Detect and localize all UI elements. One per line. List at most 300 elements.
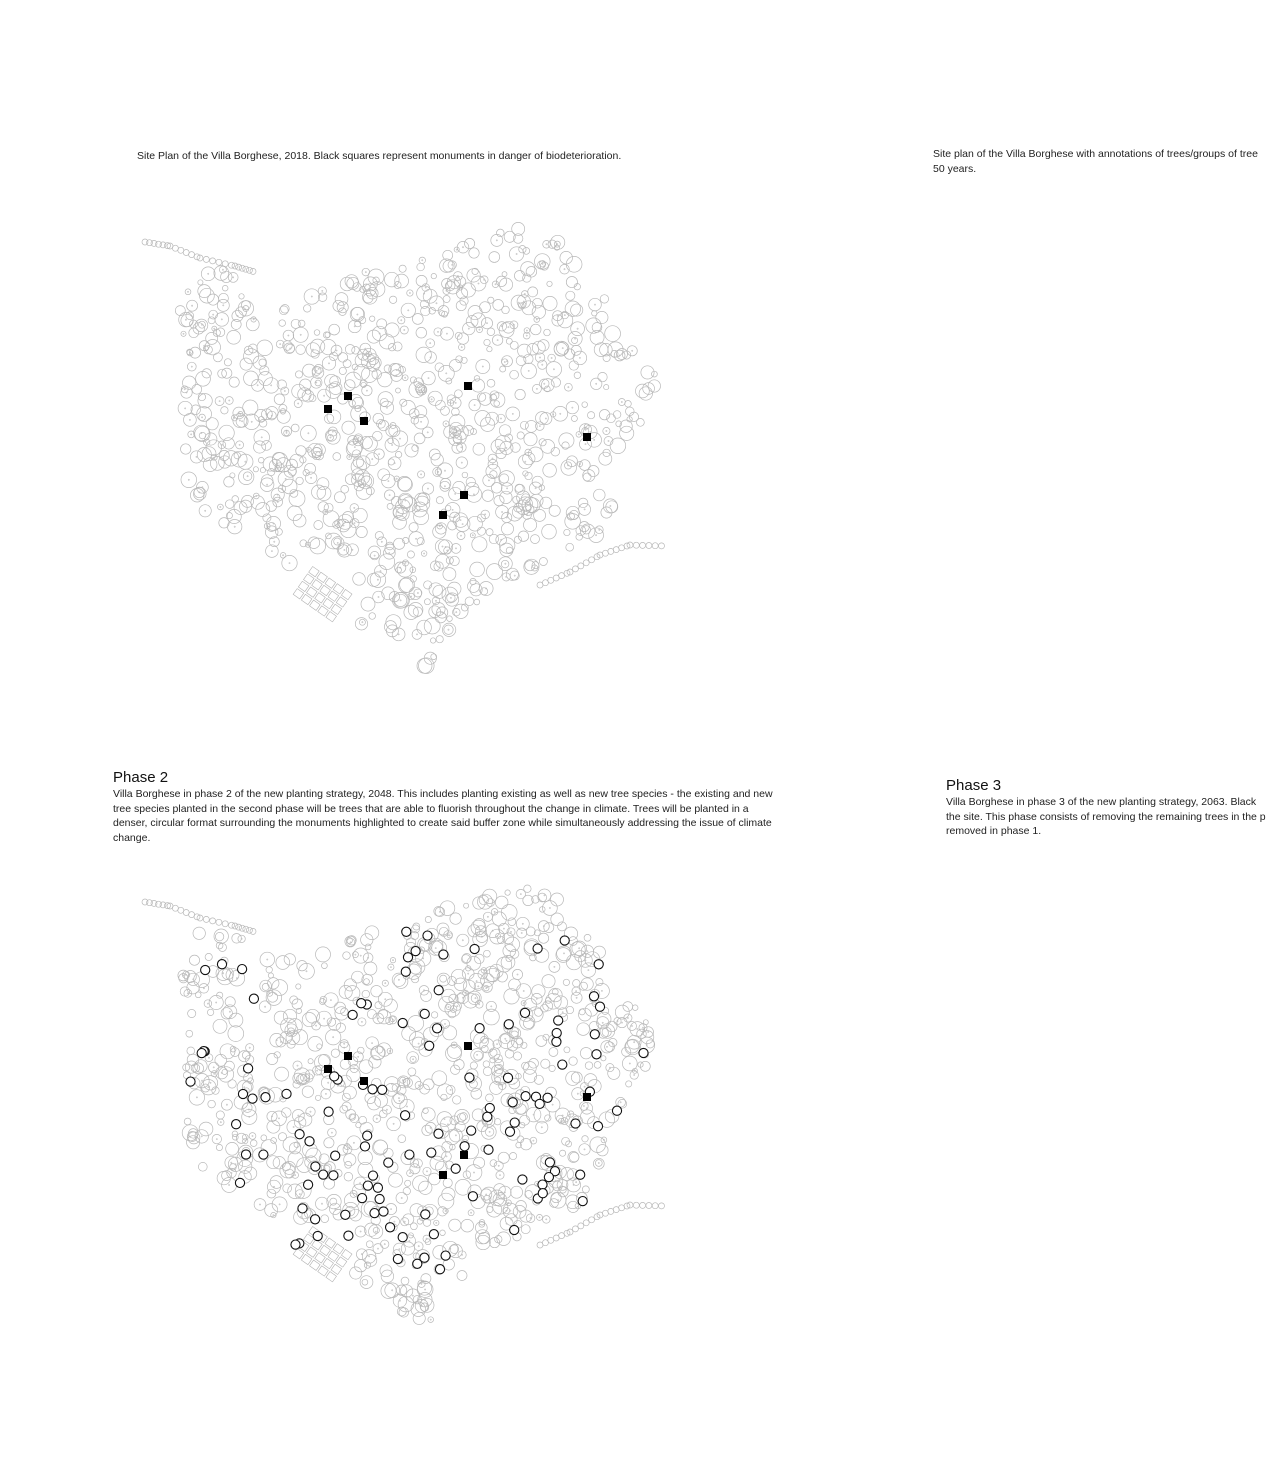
tree xyxy=(444,625,453,634)
tree xyxy=(585,1062,593,1070)
annotated-tree-marker xyxy=(341,1210,350,1219)
tree-center xyxy=(577,1093,578,1094)
tree xyxy=(419,257,425,263)
tree xyxy=(502,356,513,367)
tree-center xyxy=(501,1076,502,1077)
annotated-tree-marker xyxy=(434,986,443,995)
tree xyxy=(296,984,301,989)
tree xyxy=(478,1232,489,1243)
tree xyxy=(473,443,485,455)
tree xyxy=(498,1152,509,1163)
annotated-tree-marker xyxy=(411,947,420,956)
tree xyxy=(541,1004,549,1012)
tree xyxy=(239,294,244,299)
tree-center xyxy=(497,1044,498,1045)
tree xyxy=(509,1153,516,1160)
tree-center xyxy=(222,269,223,270)
tree xyxy=(442,587,458,603)
tree-center xyxy=(637,1028,638,1029)
tree-center xyxy=(523,990,524,991)
tree-center xyxy=(184,389,185,390)
tree xyxy=(414,589,422,597)
tree xyxy=(518,455,532,469)
tree xyxy=(187,1047,195,1055)
tree xyxy=(437,1084,452,1099)
tree xyxy=(310,538,326,554)
tree xyxy=(564,529,570,535)
tree-center xyxy=(377,1248,378,1249)
tree xyxy=(445,503,460,518)
tree xyxy=(340,1105,348,1113)
tree xyxy=(490,1160,497,1167)
tree xyxy=(524,518,537,531)
tree xyxy=(572,941,587,956)
tree xyxy=(471,1088,482,1099)
annotated-tree-marker xyxy=(439,950,448,959)
tree-center xyxy=(242,421,243,422)
tree xyxy=(397,562,413,578)
annotated-tree-marker xyxy=(508,1098,517,1107)
tree xyxy=(441,406,450,415)
tree-center xyxy=(409,292,410,293)
annotated-tree-marker xyxy=(324,1107,333,1116)
tree xyxy=(246,927,252,933)
tree xyxy=(572,566,578,572)
monument-marker xyxy=(344,392,352,400)
tree-center xyxy=(216,1139,217,1140)
tree-center xyxy=(355,954,356,955)
tree xyxy=(576,432,582,438)
tree xyxy=(304,289,319,304)
tree xyxy=(373,1115,381,1123)
tree-center xyxy=(332,431,333,432)
annotated-tree-marker xyxy=(313,1231,322,1240)
tree xyxy=(601,1056,606,1061)
garden-plot xyxy=(312,1240,323,1250)
tree xyxy=(322,963,328,969)
tree xyxy=(496,506,509,519)
garden-plot xyxy=(323,1258,334,1268)
tree xyxy=(424,599,430,605)
tree xyxy=(454,247,459,252)
tree xyxy=(185,289,191,295)
tree xyxy=(596,979,603,986)
tree-center xyxy=(442,546,443,547)
tree-center xyxy=(562,1012,563,1013)
tree xyxy=(297,1158,312,1173)
annotated-tree-marker xyxy=(186,1077,195,1086)
tree-center xyxy=(488,480,489,481)
tree xyxy=(526,927,535,936)
tree xyxy=(640,1061,650,1071)
tree xyxy=(339,367,346,374)
tree xyxy=(181,444,191,454)
tree xyxy=(228,520,242,534)
tree xyxy=(203,1076,217,1090)
annotated-tree-marker xyxy=(401,1111,410,1120)
tree xyxy=(407,290,413,296)
tree xyxy=(352,971,364,983)
tree xyxy=(266,967,272,973)
tree-center xyxy=(505,1038,506,1039)
tree-center xyxy=(288,335,289,336)
tree xyxy=(442,989,456,1003)
tree xyxy=(468,580,480,592)
tree-center xyxy=(216,1002,217,1003)
tree xyxy=(395,451,401,457)
monument-marker xyxy=(324,405,332,413)
annotated-tree-marker xyxy=(232,1120,241,1129)
tree xyxy=(566,256,582,272)
tree-center xyxy=(352,549,353,550)
tree xyxy=(549,1065,555,1071)
tree-center xyxy=(333,1037,334,1038)
tree xyxy=(659,543,665,549)
tree-center xyxy=(518,507,519,508)
tree xyxy=(344,979,356,991)
tree xyxy=(181,472,197,488)
tree-center xyxy=(419,1085,420,1086)
tree xyxy=(371,986,382,997)
tree-center xyxy=(568,387,569,388)
tree-center xyxy=(207,1003,208,1004)
annotated-tree-marker xyxy=(592,1050,601,1059)
tree xyxy=(282,1163,290,1171)
tree-center xyxy=(261,437,262,438)
tree-center xyxy=(307,544,308,545)
tree-center xyxy=(245,461,246,462)
tree-center xyxy=(404,329,405,330)
tree-center xyxy=(456,612,457,613)
tree-center xyxy=(362,622,363,623)
tree xyxy=(190,347,201,358)
tree-center xyxy=(350,942,351,943)
monument-marker xyxy=(344,1052,352,1060)
tree-center xyxy=(518,302,519,303)
tree xyxy=(329,352,337,360)
tree xyxy=(189,1090,204,1105)
tree-center xyxy=(460,520,461,521)
monument-marker xyxy=(360,1077,368,1085)
tree xyxy=(393,1243,405,1255)
tree-center xyxy=(259,1204,260,1205)
tree xyxy=(538,893,547,902)
tree-center xyxy=(208,1057,209,1058)
garden-plot xyxy=(301,594,312,604)
tree xyxy=(236,924,242,930)
tree xyxy=(205,953,212,960)
tree xyxy=(603,427,610,434)
tree xyxy=(433,585,446,598)
tree-center xyxy=(494,911,495,912)
tree xyxy=(529,482,541,494)
tree xyxy=(196,371,211,386)
tree-center xyxy=(188,479,189,480)
tree-center xyxy=(544,895,545,896)
tree-center xyxy=(528,370,529,371)
tree xyxy=(267,1053,278,1064)
tree-center xyxy=(208,273,209,274)
tree xyxy=(186,312,194,320)
tree xyxy=(197,448,211,462)
annotated-tree-marker xyxy=(578,1197,587,1206)
tree xyxy=(524,885,531,892)
tree xyxy=(216,1144,222,1150)
tree xyxy=(569,1057,577,1065)
tree xyxy=(366,1241,373,1248)
monument-marker xyxy=(460,1151,468,1159)
tree xyxy=(208,1100,216,1108)
monument-marker xyxy=(324,1065,332,1073)
tree xyxy=(548,354,556,362)
tree xyxy=(193,927,205,939)
tree xyxy=(401,1242,414,1255)
tree xyxy=(289,491,305,507)
tree xyxy=(521,291,528,298)
garden-plot xyxy=(336,597,347,607)
tree xyxy=(400,326,408,334)
tree-center xyxy=(449,935,450,936)
tree-center xyxy=(634,1074,635,1075)
tree xyxy=(564,1047,570,1053)
tree xyxy=(441,1094,447,1100)
tree-center xyxy=(564,315,565,316)
tree xyxy=(375,532,383,540)
tree xyxy=(293,1061,302,1070)
tree xyxy=(457,1113,466,1122)
tree xyxy=(550,1193,566,1209)
tree xyxy=(475,411,491,427)
tree-center xyxy=(219,401,220,402)
tree-center xyxy=(358,437,359,438)
tree xyxy=(259,1001,271,1013)
tree xyxy=(532,985,545,998)
tree xyxy=(470,562,485,577)
tree-center xyxy=(196,456,197,457)
annotated-tree-marker xyxy=(558,1060,567,1069)
annotated-tree-marker xyxy=(538,1180,547,1189)
tree xyxy=(267,1180,280,1193)
tree xyxy=(363,436,378,451)
tree xyxy=(595,526,603,534)
tree-center xyxy=(544,383,545,384)
tree xyxy=(578,563,584,569)
tree-center xyxy=(526,335,527,336)
garden-plot xyxy=(318,1266,329,1276)
tree xyxy=(181,331,186,336)
tree xyxy=(544,329,551,336)
tree xyxy=(523,452,535,464)
annotated-tree-marker xyxy=(505,1127,514,1136)
tree xyxy=(257,340,273,356)
tree xyxy=(646,1203,652,1209)
tree xyxy=(381,1240,389,1248)
tree xyxy=(423,1108,429,1114)
tree xyxy=(212,1134,221,1143)
tree-center xyxy=(505,563,506,564)
tree xyxy=(499,923,510,934)
tree xyxy=(517,432,524,439)
tree xyxy=(297,961,307,971)
tree xyxy=(566,401,578,413)
tree-center xyxy=(506,576,507,577)
tree-center xyxy=(354,507,355,508)
tree xyxy=(239,1051,250,1062)
tree xyxy=(330,1198,337,1205)
tree-center xyxy=(311,477,312,478)
tree-center xyxy=(535,488,536,489)
tree-center xyxy=(253,319,254,320)
tree xyxy=(175,306,185,316)
tree-center xyxy=(202,417,203,418)
tree xyxy=(399,495,413,509)
tree xyxy=(584,934,591,941)
tree-center xyxy=(461,347,462,348)
annotated-tree-marker xyxy=(379,1207,388,1216)
tree xyxy=(432,1071,447,1086)
tree xyxy=(582,402,588,408)
tree xyxy=(521,1225,530,1234)
tree xyxy=(222,921,228,927)
tree-center xyxy=(205,510,206,511)
tree xyxy=(254,441,266,453)
tree xyxy=(407,551,414,558)
tree-center xyxy=(444,470,445,471)
tree xyxy=(344,1172,353,1181)
tree-center xyxy=(185,319,186,320)
tree xyxy=(218,1119,224,1125)
tree xyxy=(594,489,606,501)
tree xyxy=(268,973,273,978)
tree xyxy=(472,1109,484,1121)
tree-center xyxy=(578,434,579,435)
tree xyxy=(314,330,320,336)
tree xyxy=(221,407,228,414)
tree-center xyxy=(455,493,456,494)
tree xyxy=(416,275,427,286)
tree xyxy=(362,990,370,998)
tree xyxy=(283,1184,292,1193)
tree-center xyxy=(393,1123,394,1124)
tree-center xyxy=(380,571,381,572)
tree xyxy=(559,433,574,448)
tree-center xyxy=(267,959,268,960)
tree xyxy=(455,332,462,339)
annotated-tree-marker xyxy=(378,1085,387,1094)
tree xyxy=(549,961,560,972)
tree-center xyxy=(557,315,558,316)
tree xyxy=(480,276,488,284)
tree xyxy=(573,351,587,365)
tree-center xyxy=(508,327,509,328)
tree xyxy=(623,1002,633,1012)
tree-center xyxy=(473,494,474,495)
tree xyxy=(184,414,197,427)
tree xyxy=(604,385,609,390)
garden-plot xyxy=(315,1253,326,1263)
tree xyxy=(495,1077,501,1083)
tree xyxy=(543,464,557,478)
tree xyxy=(342,421,355,434)
tree-center xyxy=(483,970,484,971)
tree xyxy=(428,391,442,405)
tree xyxy=(608,342,623,357)
tree-center xyxy=(444,1023,445,1024)
tree xyxy=(250,1140,257,1147)
annotated-tree-marker xyxy=(238,965,247,974)
tree-center xyxy=(447,1124,448,1125)
annotated-tree-marker xyxy=(348,1010,357,1019)
tree-center xyxy=(299,1194,300,1195)
tree xyxy=(243,266,249,272)
tree xyxy=(446,1085,455,1094)
annotated-tree-marker xyxy=(311,1162,320,1171)
tree-center xyxy=(549,907,550,908)
tree-center xyxy=(421,1283,422,1284)
annotated-tree-marker xyxy=(420,1253,429,1262)
tree xyxy=(382,474,396,488)
tree-center xyxy=(357,314,358,315)
tree xyxy=(198,1162,207,1171)
tree-center xyxy=(530,1218,531,1219)
tree xyxy=(455,1179,471,1195)
tree xyxy=(378,469,390,481)
tree xyxy=(314,521,323,530)
tree xyxy=(291,424,299,432)
tree-center xyxy=(435,948,436,949)
tree-center xyxy=(300,334,301,335)
tree xyxy=(376,1046,383,1053)
annotated-tree-marker xyxy=(375,1194,384,1203)
tree-center xyxy=(563,953,564,954)
tree-center xyxy=(588,970,589,971)
tree-center xyxy=(401,1197,402,1198)
tree xyxy=(640,542,646,548)
tree xyxy=(411,1223,418,1230)
annotated-tree-marker xyxy=(484,1145,493,1154)
tree xyxy=(225,397,233,405)
tree-center xyxy=(584,1086,585,1087)
tree xyxy=(572,987,580,995)
tree-center xyxy=(562,348,563,349)
tree xyxy=(504,989,519,1004)
tree-center xyxy=(476,981,477,982)
tree xyxy=(472,537,487,552)
tree-center xyxy=(594,304,595,305)
tree xyxy=(210,918,216,924)
annotated-tree-marker xyxy=(241,1150,250,1159)
tree xyxy=(490,1049,497,1056)
garden-plot xyxy=(315,593,326,603)
annotated-tree-marker xyxy=(282,1089,291,1098)
annotated-tree-marker xyxy=(520,1008,529,1017)
tree xyxy=(618,399,625,406)
tree-center xyxy=(234,417,235,418)
annotated-tree-marker xyxy=(639,1048,648,1057)
tree xyxy=(387,1117,401,1131)
tree xyxy=(481,588,488,595)
tree xyxy=(310,339,324,353)
tree xyxy=(219,293,229,303)
tree-canopy-layer xyxy=(142,885,665,1325)
tree xyxy=(659,1203,665,1209)
tree xyxy=(543,241,551,249)
tree-center xyxy=(557,244,558,245)
tree xyxy=(328,1128,337,1137)
tree xyxy=(401,1218,409,1226)
tree xyxy=(475,1222,487,1234)
tree-center xyxy=(231,1162,232,1163)
